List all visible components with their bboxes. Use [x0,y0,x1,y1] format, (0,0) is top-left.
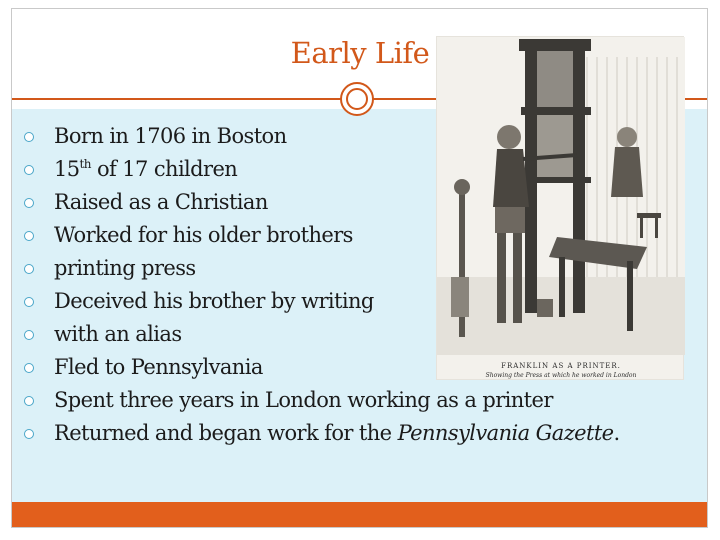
footer-bar [12,502,707,527]
bullet-list [24,120,620,450]
illustration-caption-subtitle: Showing the Press at which he worked in London [485,372,637,379]
bullet-item: Deceived his brother by writing [24,285,620,318]
bullet-item: printing press [24,252,620,285]
bullet-circle-icon [24,330,34,340]
slide-title: Early Life [290,36,430,70]
bullet-circle-icon [24,231,34,241]
bullet-item: Worked for his older brothers [24,219,620,252]
bullet-circle-icon [24,396,34,406]
bullet-item: Fled to Pennsylvania [24,351,620,384]
bullet-circle-icon [24,165,34,175]
bullet-circle-icon [24,297,34,307]
bullet-item: 15th of 17 children [24,153,620,186]
bullet-item: Raised as a Christian [24,186,620,219]
bullet-item: with an alias [24,318,620,351]
bullet-circle-icon [24,264,34,274]
bullet-circle-icon [24,198,34,208]
bullet-circle-icon [24,429,34,439]
bullet-circle-icon [24,132,34,142]
bullet-circle-icon [24,363,34,373]
circle-ornament-icon [340,82,374,116]
bullet-item: Returned and began work for the Pennsylvania Gazette. [24,417,620,450]
bullet-item: Spent three years in London working as a printer [24,384,620,417]
bullet-item: Born in 1706 in Boston [24,120,620,153]
illustration-caption-title: FRANKLIN AS A PRINTER. [501,362,621,370]
